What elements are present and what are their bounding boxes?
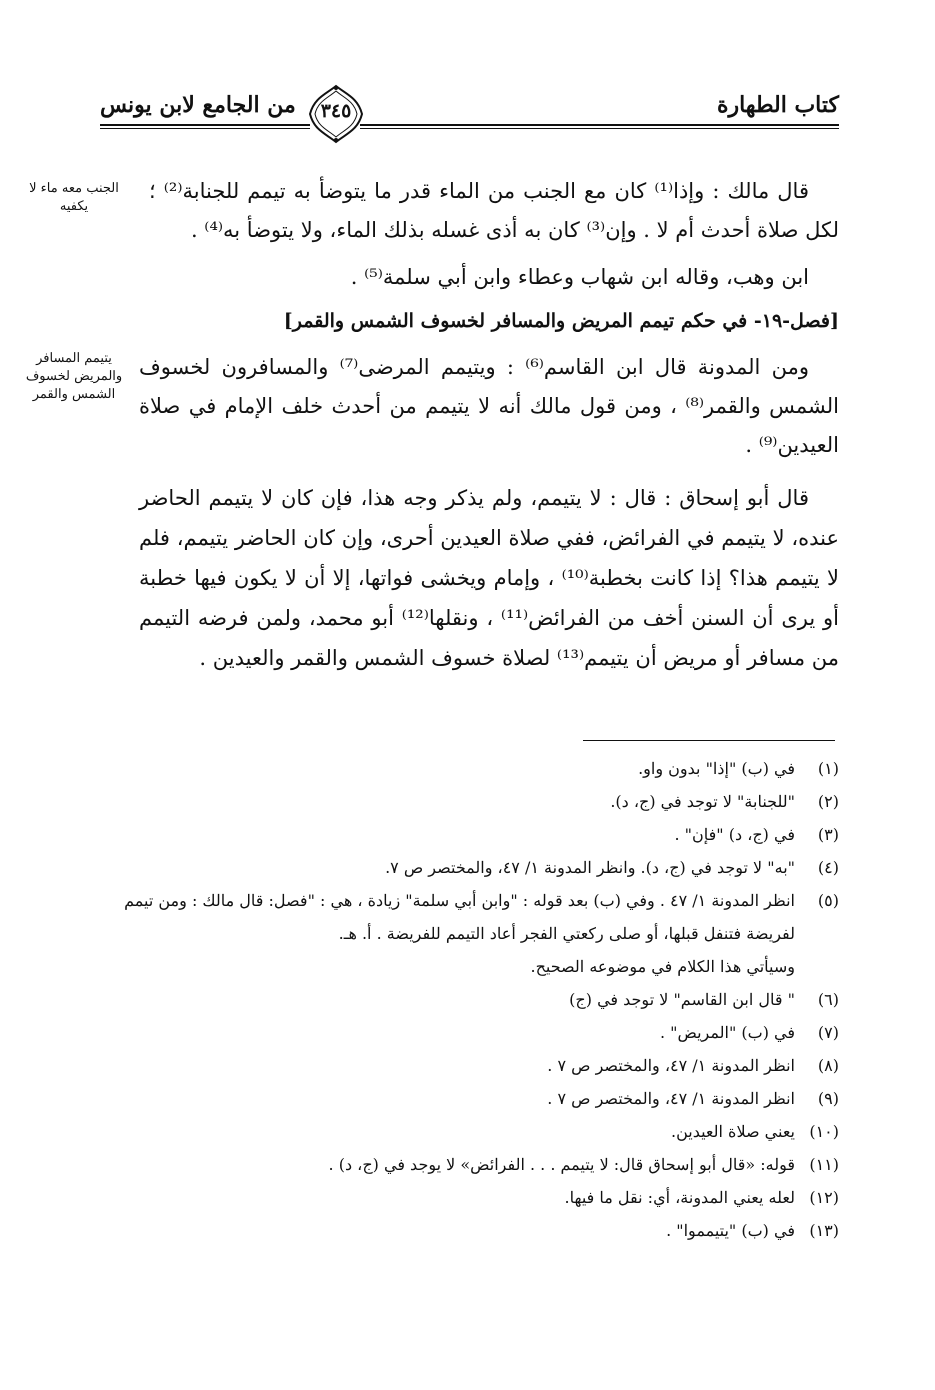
body-paragraph: ومن المدونة قال ابن القاسم⁽⁶⁾ : ويتيمم المرضى⁽⁷⁾ والمسافرون لخسوف الشمس والقمر⁽⁸⁾ ، ومن قول مالك أنه لا يتيمم من أحدث خلف الإمام في صلاة العيدين⁽⁹⁾ . [139, 355, 839, 457]
footnote-number: (٨) [817, 1056, 839, 1075]
footnote-text: لعله يعني المدونة، أي: نقل ما فيها. [564, 1188, 795, 1207]
footnote-text: "للجنابة" لا توجد في (ج، د). [610, 792, 795, 811]
footnote-separator [583, 740, 835, 741]
footnote-number: (٣) [817, 825, 839, 844]
footnote-text: "به" لا توجد في (ج، د). وانظر المدونة ١/ ٤٧، والمختصر ص ٧. [385, 858, 795, 877]
footnote-text: انظر المدونة ١/ ٤٧ . وفي (ب) بعد قوله : "وابن أبي سلمة" زيادة ، هي : "فصل: قال مالك : ومن تيمم لفريضة فتنفل قبلها، أو صلى ركعتي الفجر أعاد التيمم للفريضة . أ. هـ. [124, 891, 795, 943]
footnote-item [99, 1214, 839, 1247]
body-paragraph: قال مالك : وإذا⁽¹⁾ كان مع الجنب من الماء قدر ما يتوضأ به تيمم للجنابة⁽²⁾ ؛ لكل صلاة أحدث أم لا . وإن⁽³⁾ كان به أذى غسله بذلك الماء، ولا يتوضأ به⁽⁴⁾ . [149, 179, 839, 242]
header-rule [360, 124, 839, 126]
header-rule [360, 128, 839, 129]
running-header-book-title: كتاب الطهارة [716, 92, 839, 118]
running-header-source-title: من الجامع لابن يونس [100, 92, 296, 118]
footnote-item [99, 1016, 839, 1049]
footnote-number: (٢) [817, 792, 839, 811]
footnote-number: (١٢) [809, 1188, 839, 1207]
footnote-item [99, 785, 839, 818]
footnote-number: (٤) [817, 858, 839, 877]
margin-note: الجنب معه ماء لا يكفيه [29, 181, 119, 214]
footnote-number: (١) [817, 759, 839, 778]
footnote-item [99, 818, 839, 851]
header-rule [100, 124, 310, 126]
margin-note: يتيمم المسافر والمريض لخسوف الشمس والقمر [25, 351, 123, 402]
footnote-continuation: وسيأتي هذا الكلام في موضوعه الصحيح. [530, 957, 795, 976]
footnote-text: " قال ابن القاسم" لا توجد في (ج) [569, 990, 795, 1009]
footnote-text: يعني صلاة العيدين. [670, 1122, 795, 1141]
footnote-number: (١٣) [809, 1221, 839, 1240]
footnote-text: انظر المدونة ١/ ٤٧، والمختصر ص ٧ . [547, 1089, 795, 1108]
body-paragraph: ابن وهب، وقاله ابن شهاب وعطاء وابن أبي سلمة⁽⁵⁾ . [350, 265, 809, 289]
footnote-item [99, 884, 839, 983]
footnote-item [99, 983, 839, 1016]
footnote-item [99, 1082, 839, 1115]
footnote-number: (٧) [817, 1023, 839, 1042]
header-rule [100, 128, 310, 129]
footnote-text: في (ج، د) "فإن" . [674, 825, 795, 844]
body-paragraph: قال أبو إسحاق : قال : لا يتيمم، ولم يذكر وجه هذا، فإن كان لا يتيمم الحاضر عنده، لا يتيمم في الفرائض، ففي صلاة العيدين أحرى، وإن كان الحاضر يتيمم، فلم لا يتيمم هذا؟ إذا كانت بخطبة⁽¹⁰⁾ ، وإمام ويخشى فواتها، إلا أن لا يكون فيها خطبة أو يرى أن السنن أخف من الفرائض⁽¹¹⁾ ، ونقلها⁽¹²⁾ أبو محمد، ولمن فرضه التيمم من مسافر أو مريض أن يتيمم⁽¹³⁾ لصلاة خسوف الشمس والقمر والعيدين . [139, 486, 840, 670]
footnote-item [99, 752, 839, 785]
footnote-number: (١٠) [809, 1122, 839, 1141]
footnote-text: في (ب) "يتيمموا" . [666, 1221, 795, 1240]
footnote-item [99, 851, 839, 884]
footnote-item [99, 1181, 839, 1214]
footnote-item [99, 1115, 839, 1148]
footnote-number: (٩) [817, 1089, 839, 1108]
footnote-text: قوله: «قال أبو إسحاق قال: لا يتيمم . . . الفرائض» لا يوجد في (ج، د) . [328, 1155, 795, 1174]
footnote-item [99, 1049, 839, 1082]
footnote-text: انظر المدونة ١/ ٤٧، والمختصر ص ٧ . [547, 1056, 795, 1075]
footnote-text: في (ب) "المريض" . [659, 1023, 795, 1042]
page-number: ٣٤٥ [320, 100, 352, 122]
footnote-number: (٦) [817, 990, 839, 1009]
footnote-list [99, 752, 839, 1247]
footnote-item [99, 1148, 839, 1181]
section-heading: [فصل-١٩- في حكم تيمم المريض والمسافر لخسوف الشمس والقمر] [283, 310, 839, 332]
footnote-number: (٥) [817, 891, 839, 910]
footnote-number: (١١) [809, 1155, 839, 1174]
footnote-text: في (ب) "إذا" بدون واو. [638, 759, 795, 778]
